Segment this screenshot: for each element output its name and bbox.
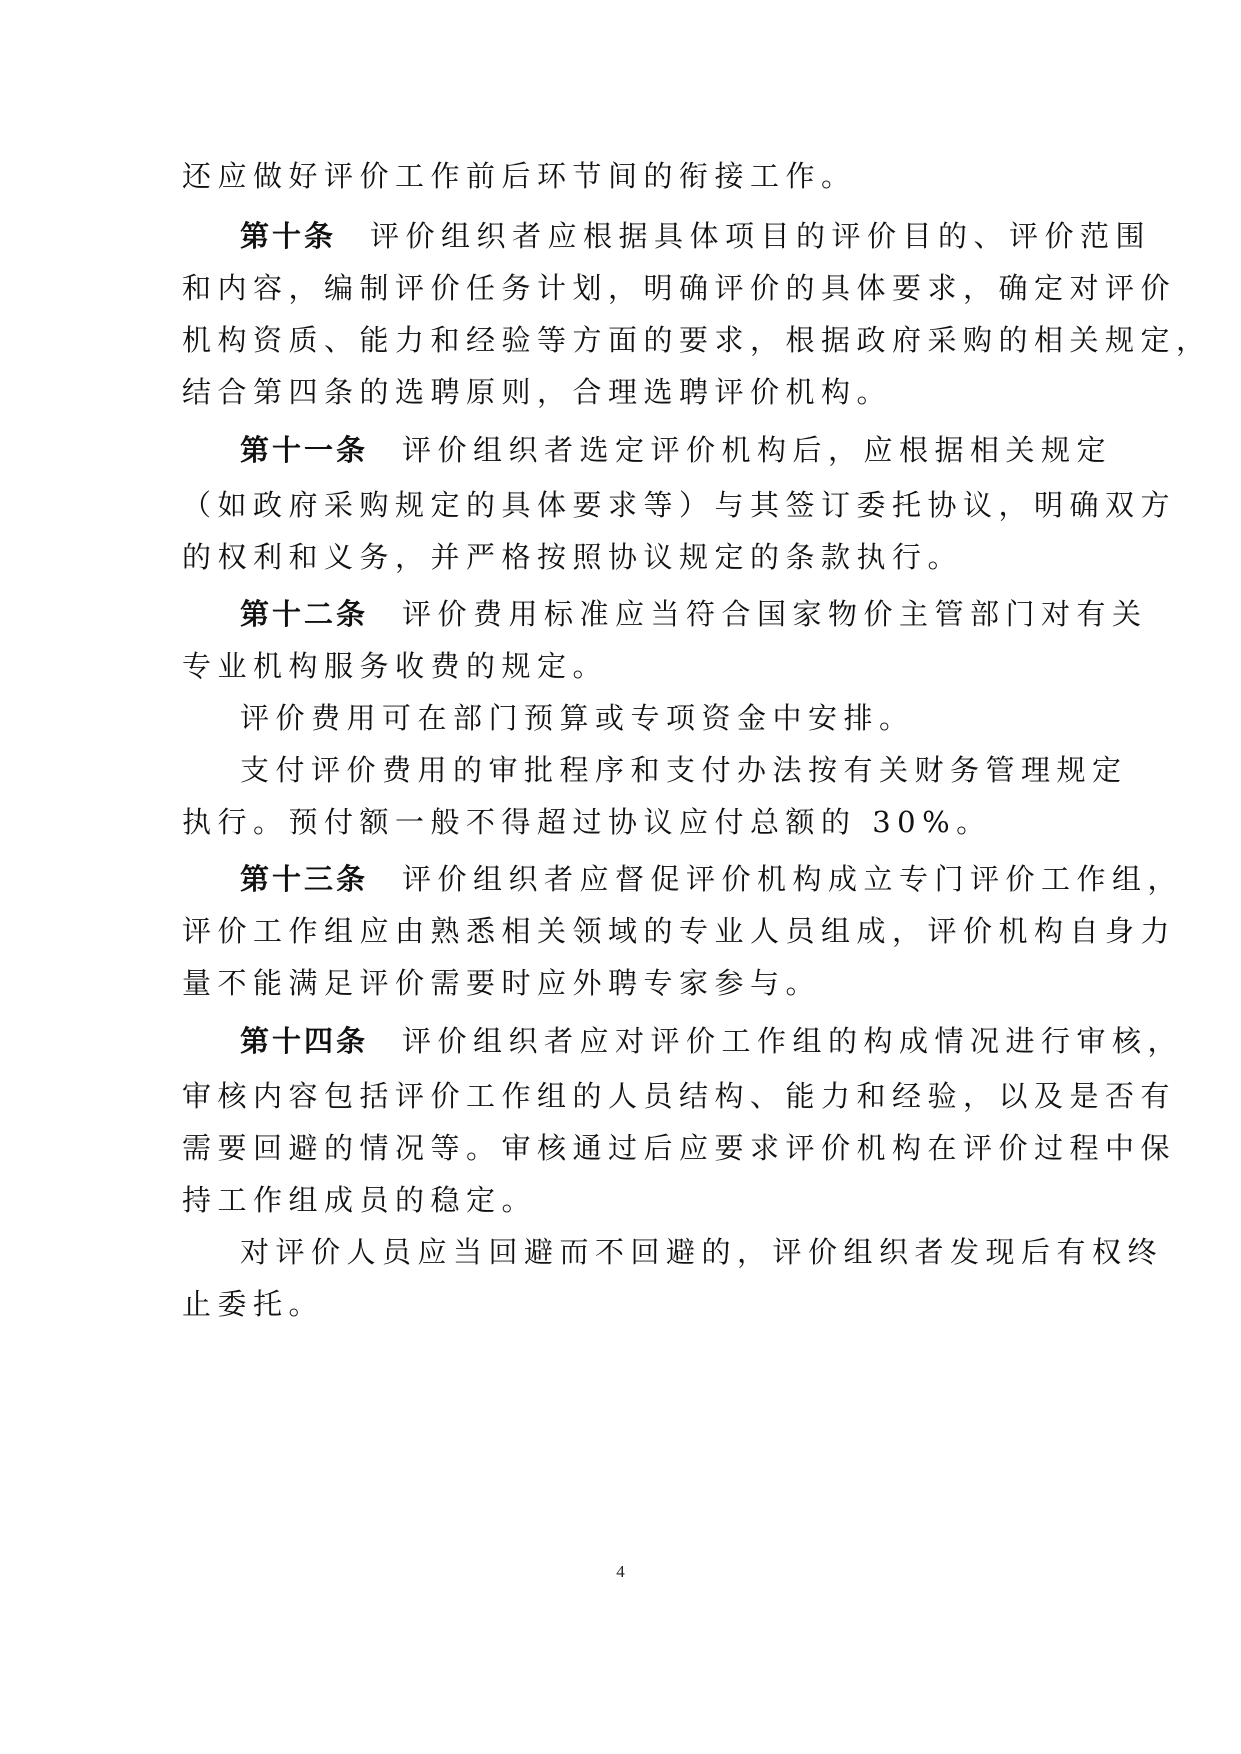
paragraph-line: [182, 258, 1177, 318]
line-text: 评价组织者应督促评价机构成立专门评价工作组，: [402, 862, 1184, 896]
page-number: 4: [616, 1562, 625, 1581]
line-text: 支付评价费用的审批程序和支付办法按有关财务管理规定: [240, 753, 1128, 787]
line-text: 需要回避的情况等。审核通过后应要求评价机构在评价过程中保: [182, 1131, 1177, 1165]
article-number: 第十二条: [240, 597, 369, 631]
line-text: 评价工作组应由熟悉相关领域的专业人员组成，评价机构自身力: [182, 914, 1177, 948]
paragraph-line: [182, 636, 1062, 696]
paragraph-line: [240, 688, 1120, 748]
line-text: 机构资质、能力和经验等方面的要求，根据政府采购的相关规定，: [182, 323, 1212, 357]
article-14-heading-line: [240, 1011, 1184, 1071]
article-number: 第十四条: [240, 1024, 369, 1058]
line-text: 的权利和义务，并严格按照协议规定的条款执行。: [182, 540, 964, 574]
line-text: 持工作组成员的稳定。: [182, 1183, 538, 1217]
paragraph-line: [182, 310, 1212, 370]
line-text: 对评价人员应当回避而不回避的，评价组织者发现后有权终: [240, 1235, 1164, 1269]
article-10-heading-line: [240, 206, 1152, 266]
line-text: 量不能满足评价需要时应外聘专家参与。: [182, 966, 822, 1000]
paragraph-line: [182, 901, 1177, 961]
paragraph-line: [182, 527, 1062, 587]
line-text: （如政府采购规定的具体要求等）与其签订委托协议，明确双方: [182, 488, 1177, 522]
paragraph-line: [182, 792, 1062, 852]
paragraph-line: [182, 1118, 1177, 1178]
article-12-heading-line: [240, 584, 1148, 644]
article-13-heading-line: [240, 849, 1184, 909]
paragraph-line: [182, 1066, 1177, 1126]
line-text: 审核内容包括评价工作组的人员结构、能力和经验，以及是否有: [182, 1079, 1177, 1113]
paragraph-line: [182, 1274, 1062, 1334]
line-text: 结合第四条的选聘原则，合理选聘评价机构。: [182, 375, 893, 409]
line-text: 止委托。: [182, 1287, 325, 1321]
paragraph-line: [182, 1170, 1062, 1230]
line-text: 评价费用可在部门预算或专项资金中安排。: [240, 701, 915, 735]
article-number: 第十一条: [240, 433, 369, 467]
line-text: 还应做好评价工作前后环节间的衔接工作。: [182, 159, 857, 193]
paragraph-line: [240, 740, 1128, 800]
line-text: 专业机构服务收费的规定。: [182, 649, 609, 683]
article-number: 第十三条: [240, 862, 369, 896]
line-text: 评价组织者应根据具体项目的评价目的、评价范围: [370, 219, 1152, 253]
article-number: 第十条: [240, 219, 337, 253]
article-11-heading-line: [240, 420, 1120, 480]
paragraph-line: [182, 362, 1062, 422]
line-text: 评价组织者选定评价机构后，应根据相关规定: [402, 433, 1113, 467]
paragraph-line: [182, 475, 1177, 535]
line-text: 评价费用标准应当符合国家物价主管部门对有关: [402, 597, 1148, 631]
line-text: 和内容，编制评价任务计划，明确评价的具体要求，确定对评价: [182, 271, 1177, 305]
paragraph-line: [240, 1222, 1164, 1282]
paragraph-line: [182, 953, 1062, 1013]
line-text: 执行。预付额一般不得超过协议应付总额的 30%。: [182, 805, 992, 839]
paragraph-line: [182, 146, 1062, 206]
line-text: 评价组织者应对评价工作组的构成情况进行审核，: [402, 1024, 1184, 1058]
